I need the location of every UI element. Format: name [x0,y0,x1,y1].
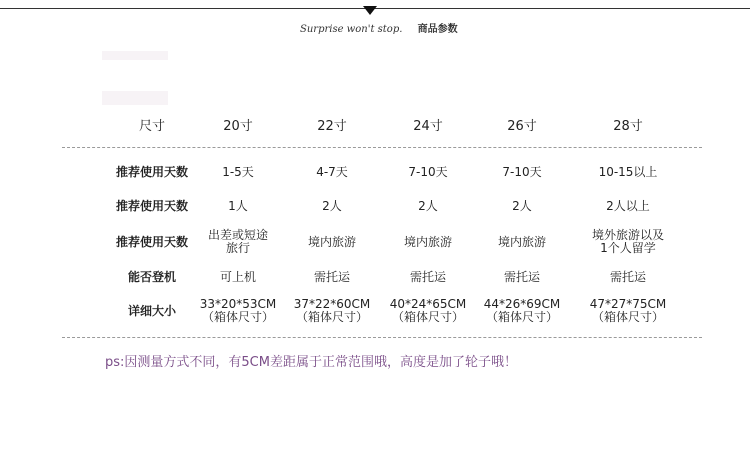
table-cell [383,298,473,324]
table-cell-text: 可上机 [219,269,256,284]
table-cell [193,271,283,284]
table-divider-top [62,147,702,148]
column-header-line: 26寸 [507,118,537,134]
column-header-line: 22寸 [317,118,347,134]
table-cell [383,166,473,179]
table-cell-text: 需托运 [313,269,350,284]
table-cell [573,166,683,179]
table-cell [287,271,377,284]
table-cell [287,236,377,249]
table-cell [477,236,567,249]
column-header-size [97,120,207,133]
table-cell [193,166,283,179]
table-cell-text: 2人以上 [606,198,650,213]
table-cell-text: （箱体尺寸） [201,310,274,324]
down-triangle-icon [363,6,377,15]
banner-tagline [300,20,458,35]
column-header [287,120,377,133]
table-cell-text: 1人 [228,198,248,213]
table-cell-text: 出差或短途 [207,228,268,242]
row-label-line: 推荐使用天数 [115,234,188,249]
table-cell-text: 需托运 [503,269,540,284]
table-cell-text: 4-7天 [316,164,348,179]
row-label [97,271,207,284]
column-header-size-line: 尺寸 [138,118,165,134]
column-header-line: 20寸 [223,118,253,134]
faded-decoration [102,51,168,60]
table-cell [193,298,283,324]
table-cell [573,229,683,255]
slogan-text: Surprise won't stop. [300,24,403,35]
table-cell-text: 需托运 [409,269,446,284]
row-label [97,236,207,249]
table-cell-text: 2人 [418,198,438,213]
table-cell-text: 境内旅游 [307,234,356,249]
table-cell-text: 7-10天 [502,164,542,179]
table-cell [477,271,567,284]
table-cell [477,200,567,213]
table-cell [383,200,473,213]
table-cell [193,229,283,255]
table-cell-text: 旅行 [225,241,250,255]
table-cell-text: 1-5天 [222,164,254,179]
table-cell-text: （箱体尺寸） [485,310,558,324]
table-cell-text: 境内旅游 [497,234,546,249]
table-cell-text: 47*27*75CM [589,297,667,311]
row-label [97,166,207,179]
table-cell-text: （箱体尺寸） [591,310,664,324]
table-cell-text: 1个人留学 [600,241,656,255]
table-cell-text: （箱体尺寸） [391,310,464,324]
table-cell [287,298,377,324]
table-cell-text: （箱体尺寸） [295,310,368,324]
column-header-line: 24寸 [413,118,443,134]
table-cell-text: 33*20*53CM [199,297,277,311]
table-cell-text: 7-10天 [408,164,448,179]
table-cell-text: 2人 [322,198,342,213]
table-cell-text: 37*22*60CM [293,297,371,311]
row-label [97,200,207,213]
row-label-line: 推荐使用天数 [115,164,188,179]
table-cell [383,236,473,249]
column-header [477,120,567,133]
table-cell [383,271,473,284]
row-label-line: 推荐使用天数 [115,198,188,213]
table-cell-text: 10-15以上 [598,164,658,179]
table-cell [287,166,377,179]
table-cell [573,271,683,284]
table-cell [573,200,683,213]
row-label-line: 能否登机 [127,269,176,284]
column-header [383,120,473,133]
section-title: 商品参数 [417,24,458,35]
column-header-line: 28寸 [613,118,643,134]
table-divider-bottom [62,337,702,338]
measurement-note: ps:因测量方式不同，有5CM差距属于正常范围哦，高度是加了轮子哦！ [105,355,517,370]
table-cell-text: 44*26*69CM [483,297,561,311]
column-header [193,120,283,133]
column-header [573,120,683,133]
table-cell [477,298,567,324]
table-cell-text: 境内旅游 [403,234,452,249]
table-cell-text: 需托运 [609,269,646,284]
row-label [97,305,207,318]
table-cell-text: 境外旅游以及 [591,228,664,242]
faded-decoration [102,91,168,105]
table-cell [573,298,683,324]
table-cell-text: 2人 [512,198,532,213]
table-cell [287,200,377,213]
row-label-line: 详细大小 [127,303,176,318]
table-cell-text: 40*24*65CM [389,297,467,311]
table-cell [193,200,283,213]
table-cell [477,166,567,179]
